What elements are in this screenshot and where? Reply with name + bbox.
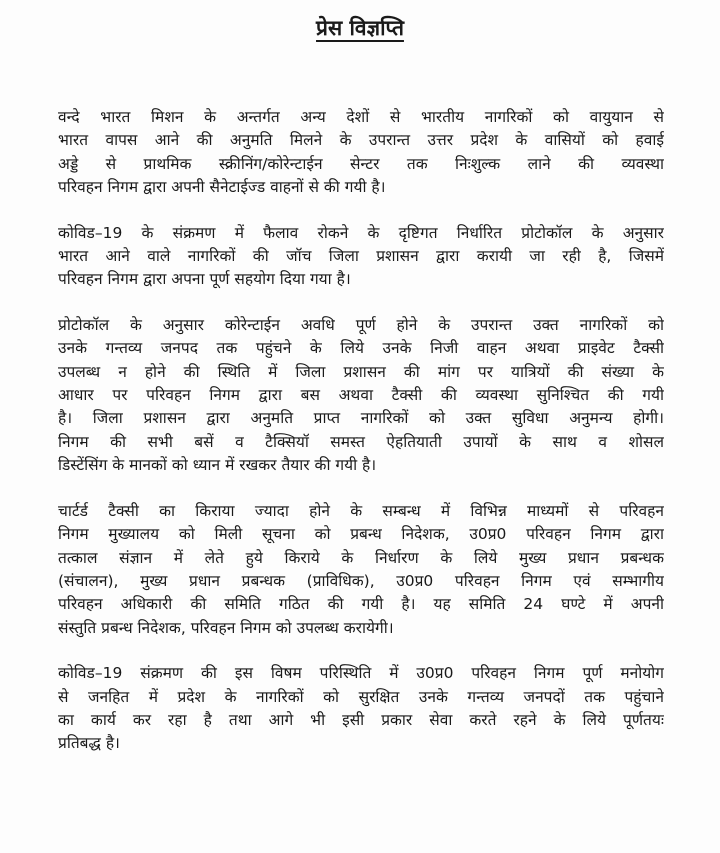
page-title [0, 14, 720, 42]
text-line: का कार्य कर रहा है तथा आगे भी इसी प्रकार सेवा करते रहने के लिये पूर्णतयः [58, 710, 664, 729]
text-line: (संचालन), मुख्य प्रधान प्रबन्धक (प्राविधिक), उ0प्र0 परिवहन निगम एवं सम्भागीय [58, 571, 664, 590]
text-line: डिस्टेंसिंग के मानकों को ध्यान में रखकर तैयार की गयी है। [58, 456, 377, 475]
text-line: अड्डे से प्राथमिक स्क्रीनिंग/कोरेन्टाईन सेन्टर तक निःशुल्क लाने की व्यवस्था [58, 154, 664, 173]
text-line: भारत आने वाले नागरिकों की जॉच जिला प्रशासन द्वारा करायी जा रही है, जिसमें [58, 247, 664, 266]
paragraph-3 [58, 314, 664, 478]
text-line: से जनहित में प्रदेश के नागरिकों को सुरक्षित उनके गन्तव्य जनपदों तक पहुंचाने [58, 687, 664, 706]
document-body [58, 106, 664, 778]
text-line: कोविड–19 संक्रमण की इस विषम परिस्थिति में उ0प्र0 परिवहन निगम पूर्ण मनोयोग [58, 664, 664, 683]
text-line: निगम की सभी बसें व टैक्सियॉ समस्त ऐहतियाती उपायों के साथ व शोसल [58, 432, 664, 451]
text-line: उपलब्ध न होने की स्थिति में जिला प्रशासन की मांग पर यात्रियों की संख्या के [58, 362, 664, 381]
paragraph-1 [58, 106, 664, 200]
text-line: आधार पर परिवहन निगम द्वारा बस अथवा टैक्सी की व्यवस्था सुनिश्चित की गयी [58, 386, 664, 405]
text-line: है। जिला प्रशासन द्वारा अनुमति प्राप्त नागरिकों को उक्त सुविधा अनुमन्य होगी। [58, 409, 664, 428]
text-line: उनके गन्तव्य जनपद तक पहुंचने के लिये उनके निजी वाहन अथवा प्राइवेट टैक्सी [58, 339, 664, 358]
text-line: परिवहन निगम द्वारा अपना पूर्ण सहयोग दिया गया है। [58, 270, 351, 289]
text-line: भारत वापस आने की अनुमति मिलने के उपरान्त उत्तर प्रदेश के वासियों को हवाई [58, 131, 664, 150]
text-line: कोविड–19 के संक्रमण में फैलाव रोकने के दृष्टिगत निर्धारित प्रोटोकॉल के अनुसार [58, 223, 664, 242]
text-line: संस्तुति प्रबन्ध निदेशक, परिवहन निगम को उपलब्ध करायेगी। [58, 618, 394, 637]
paragraph-5 [58, 662, 664, 756]
text-line: परिवहन अधिकारी की समिति गठित की गयी है। यह समिति 24 घण्टे में अपनी [58, 595, 664, 614]
text-line: चार्टर्ड टैक्सी का किराया ज्यादा होने के सम्बन्ध में विभिन्न माध्यमों से परिवहन [58, 501, 664, 520]
text-line: निगम मुख्यालय को मिली सूचना को प्रबन्ध निदेशक, उ0प्र0 परिवहन निगम द्वारा [58, 525, 664, 544]
paragraph-4 [58, 500, 664, 640]
text-line: तत्काल संज्ञान में लेते हुये किराये के निर्धारण के लिये मुख्य प्रधान प्रबन्धक [58, 548, 664, 567]
paragraph-2 [58, 222, 664, 292]
text-line: प्रोटोकॉल के अनुसार कोरेन्टाईन अवधि पूर्ण होने के उपरान्त उक्त नागरिकों को [58, 315, 664, 334]
text-line: प्रतिबद्ध है। [58, 734, 120, 753]
page-title-text: प्रेस विज्ञप्ति [316, 16, 404, 40]
text-line: वन्दे भारत मिशन के अन्तर्गत अन्य देशों से भारतीय नागरिकों को वायुयान से [58, 108, 664, 126]
text-line: परिवहन निगम द्वारा अपनी सैनेटाईज्ड वाहनों से की गयी है। [58, 178, 386, 197]
